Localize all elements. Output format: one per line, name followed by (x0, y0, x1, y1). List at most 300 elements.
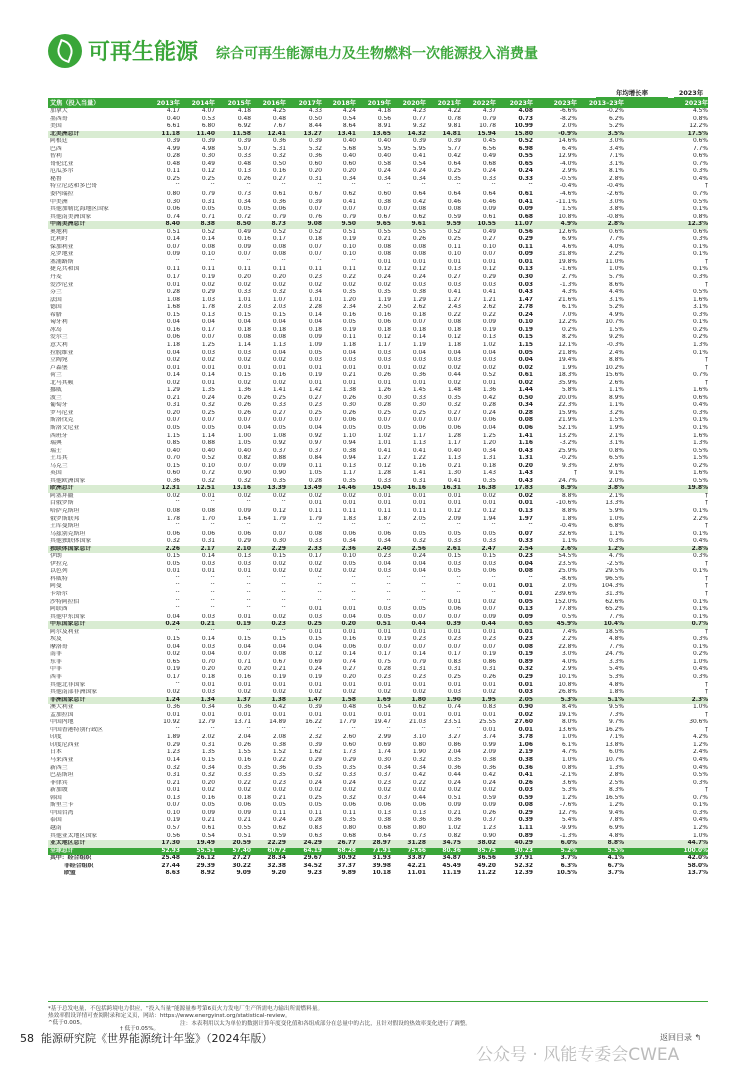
table-cell: 2.9% (562, 666, 577, 673)
table-cell: 0.21 (166, 779, 180, 786)
table-cell: 0.02 (308, 568, 322, 575)
table-cell: ^ (386, 591, 391, 597)
table-cell: 0.07 (482, 606, 496, 613)
footnote: † 低于0.05%。 (120, 1026, 160, 1032)
table-row (48, 697, 708, 705)
table-cell: ^ (317, 258, 322, 265)
table-cell: 1.25 (482, 432, 496, 439)
table-cell: 0.23 (377, 674, 391, 681)
table-cell: 0.03 (447, 560, 461, 567)
table-cell: 0.55 (377, 228, 391, 235)
back-to-contents-link[interactable]: 返回目录 ↰ (660, 1033, 702, 1042)
row-label: 匈牙利 (50, 319, 68, 326)
table-cell: 25.48 (161, 855, 180, 862)
table-cell: 0.02 (342, 281, 356, 288)
footnote: *基于总发电量，不包括跨境电力供应，“投入当量”能源量参考第6页火力发电厂生产所需电力输出所需燃料量。 (48, 1006, 324, 1012)
table-cell: 0.04 (166, 613, 180, 620)
table-cell: 0.46 (482, 198, 496, 205)
table-cell: 0.28 (166, 153, 180, 160)
table-cell: ^ (210, 606, 215, 613)
row-label: 委内瑞拉 (50, 191, 74, 198)
table-cell: 0.24 (412, 274, 426, 281)
table-cell: 0.01 (447, 628, 461, 635)
row-label: 希腊 (50, 311, 62, 318)
table-cell: ^ (351, 591, 356, 597)
table-cell: 0.40 (166, 115, 180, 122)
table-cell: 22.29 (267, 840, 286, 847)
table-cell: 1.68 (166, 304, 180, 311)
table-cell: 0.02 (308, 787, 322, 794)
row-label: 澳大利亚 (50, 704, 74, 711)
table-cell: 0.33 (272, 402, 286, 409)
table-cell: 0.11 (447, 243, 461, 250)
table-cell: 0.32 (412, 538, 426, 545)
table-cell: ^ (351, 575, 356, 582)
table-cell: 0.3% (693, 168, 708, 175)
table-cell: 1.43 (482, 470, 496, 477)
table-cell: ^ (281, 628, 286, 635)
table-row (48, 274, 708, 282)
row-label: 斯洛伐克 (50, 417, 74, 424)
table-cell: 0.01 (377, 628, 391, 635)
table-cell: 9.7% (609, 719, 624, 726)
table-cell: 1.23 (482, 824, 496, 831)
table-cell: 0.17 (166, 274, 180, 281)
table-cell: 0.59 (447, 213, 461, 220)
table-cell: † (705, 523, 708, 530)
table-cell: 1.15 (166, 432, 180, 439)
row-label: 其他中东国家 (50, 613, 86, 620)
table-row (48, 591, 708, 599)
table-cell: 4.8% (609, 636, 624, 643)
table-cell: 0.11 (342, 809, 356, 816)
table-cell: 1.0% (562, 757, 577, 764)
table-row (48, 478, 708, 486)
table-row (48, 342, 708, 350)
table-cell: 0.10 (518, 319, 533, 326)
table-cell: 0.08 (447, 206, 461, 213)
table-cell: 0.36 (272, 138, 286, 145)
table-cell: 0.26 (237, 741, 251, 748)
table-cell: 19.49 (196, 840, 215, 847)
table-cell: 0.74 (447, 704, 461, 711)
table-cell: 1.2% (607, 545, 624, 552)
table-cell: 2.8% (609, 772, 624, 779)
table-cell: 0.83 (308, 824, 322, 831)
table-cell: 1.80 (411, 696, 426, 703)
table-cell: ^ (246, 726, 251, 733)
table-cell: ^ (456, 183, 461, 190)
table-cell: 0.90 (518, 704, 533, 711)
table-cell: 0.38 (272, 741, 286, 748)
table-cell: 0.07 (377, 643, 391, 650)
table-cell: 0.03 (201, 560, 215, 567)
table-cell: 0.35 (342, 764, 356, 771)
table-cell: 0.02 (518, 379, 533, 386)
table-cell: 15.94 (477, 130, 496, 137)
table-cell: 0.39 (308, 704, 322, 711)
table-cell: 0.26 (237, 409, 251, 416)
table-cell: 0.50 (518, 394, 533, 401)
table-cell: 2.8% (609, 175, 624, 182)
table-cell: 0.48 (342, 704, 356, 711)
table-cell: 0.23 (412, 636, 426, 643)
table-cell: 0.13 (518, 507, 533, 514)
table-cell: 0.01 (308, 628, 322, 635)
table-cell: 0.36 (482, 764, 496, 771)
table-cell: 9.20 (271, 870, 286, 877)
row-label: 乌克兰 (50, 462, 68, 469)
table-cell: 1.9% (609, 424, 624, 431)
table-cell: 0.09 (237, 809, 251, 816)
table-cell: 0.01 (308, 379, 322, 386)
row-label: 加拿大 (50, 108, 68, 114)
table-cell: 0.33 (518, 175, 533, 182)
table-cell: 21.9% (558, 417, 577, 424)
table-cell: -3.2% (559, 440, 577, 447)
table-cell: 0.65 (518, 621, 533, 628)
table-cell: 0.02 (482, 787, 496, 794)
table-cell: 0.27 (272, 409, 286, 416)
table-cell: 0.01 (308, 364, 322, 371)
table-cell: ^ (281, 726, 286, 733)
table-cell: 0.01 (482, 628, 496, 635)
table-cell: 0.64 (482, 191, 496, 198)
table-cell: 42.21 (407, 862, 426, 869)
table-cell: 0.03 (447, 281, 461, 288)
table-cell: 0.01 (308, 711, 322, 718)
table-cell: 2.9% (562, 168, 577, 175)
table-cell: 1.6% (693, 432, 708, 439)
table-cell: 1.44 (518, 387, 533, 394)
table-cell: † (705, 500, 708, 507)
table-cell: 14.6% (558, 138, 577, 145)
table-cell: ^ (317, 583, 322, 590)
table-cell: 2.2% (562, 636, 577, 643)
table-cell: 104.3% (601, 583, 624, 590)
table-cell: 0.04 (272, 643, 286, 650)
row-label: 中东国家总计 (50, 621, 86, 628)
table-cell: 0.02 (412, 689, 426, 696)
table-cell: 0.39 (308, 198, 322, 205)
table-cell: 32.6% (558, 530, 577, 537)
table-cell: 0.34 (412, 764, 426, 771)
table-cell: 0.35 (272, 477, 286, 484)
table-cell: 10.92 (163, 719, 180, 726)
table-cell: 0.15 (237, 372, 251, 379)
table-cell: 6.7% (607, 862, 624, 869)
table-cell: 22.8% (558, 643, 577, 650)
table-cell: † (705, 364, 708, 371)
table-cell: 0.84 (308, 455, 322, 462)
table-cell: 3.2% (609, 409, 624, 416)
table-cell: 9.08 (307, 221, 322, 228)
table-cell: 0.6% (693, 228, 708, 235)
table-cell: 0.34 (518, 402, 533, 409)
table-cell: 0.33 (482, 175, 496, 182)
table-cell: 0.11 (166, 266, 180, 273)
table-cell: 0.33 (412, 394, 426, 401)
table-cell: 4.7% (562, 749, 577, 756)
table-cell: 13.49 (303, 485, 322, 492)
table-cell: 1.10 (342, 432, 356, 439)
table-cell: 0.17 (272, 236, 286, 243)
table-cell: 0.42 (412, 198, 426, 205)
table-cell: 0.13 (237, 553, 251, 560)
table-cell: 1.89 (166, 734, 180, 741)
page-title: 可再生能源 (88, 40, 199, 65)
table-cell: 8.8% (562, 507, 577, 514)
table-cell: 0.01 (482, 379, 496, 386)
table-cell: 1.11 (518, 824, 533, 831)
table-cell: 0.15 (518, 334, 533, 341)
table-cell: 9.3% (562, 462, 577, 469)
table-cell: ^ (175, 591, 180, 597)
table-cell: 0.22 (482, 311, 496, 318)
table-cell: 0.15 (482, 553, 496, 560)
table-cell: 0.05 (201, 424, 215, 431)
row-label: 新西兰 (50, 764, 68, 771)
table-cell: 0.7% (693, 372, 708, 379)
table-cell: 4.23 (412, 108, 426, 114)
table-cell: ^ (246, 183, 251, 190)
table-row (48, 666, 708, 674)
table-cell: 0.26 (482, 809, 496, 816)
table-cell: ^ (528, 523, 533, 530)
table-cell: 2.34 (342, 304, 356, 311)
table-cell: 0.03 (201, 613, 215, 620)
table-cell: 0.21 (272, 794, 286, 801)
table-cell: 0.31 (412, 477, 426, 484)
table-cell: 0.17 (201, 326, 215, 333)
table-cell: 0.01 (377, 258, 391, 265)
table-cell: 0.15 (237, 311, 251, 318)
table-cell: 0.01 (272, 711, 286, 718)
table-row (48, 553, 708, 561)
page-footer (20, 1030, 273, 1046)
table-cell: 0.54 (201, 832, 215, 839)
table-row (48, 372, 708, 380)
table-cell: 25.9% (558, 447, 577, 454)
table-cell: 1.78 (201, 304, 215, 311)
table-cell: 0.02 (518, 711, 533, 718)
table-cell: 16.2% (605, 726, 624, 733)
table-cell: 21.6% (558, 296, 577, 303)
table-cell: 1.62 (308, 749, 322, 756)
table-cell: 0.29 (518, 674, 533, 681)
table-cell: 10.2% (605, 364, 624, 371)
table-cell: 4.18 (237, 108, 251, 114)
table-cell: 3.5% (607, 130, 624, 137)
row-label: 非经合组织 (64, 862, 94, 869)
table-cell: 0.29 (201, 289, 215, 296)
table-cell: 0.4% (693, 402, 708, 409)
table-cell: 1.2% (562, 794, 577, 801)
table-cell: 0.77 (412, 115, 426, 122)
table-cell: 0.01 (482, 583, 496, 590)
table-row (48, 636, 708, 644)
table-cell: 0.64 (412, 191, 426, 198)
table-row (48, 176, 708, 184)
table-cell: ^ (317, 575, 322, 582)
table-cell: 60.72 (267, 847, 286, 854)
table-cell: 0.92 (308, 432, 322, 439)
table-cell: 0.21 (201, 817, 215, 824)
table-cell: 1.73 (342, 749, 356, 756)
table-cell: 0.08 (518, 417, 533, 424)
table-cell: 0.24 (377, 168, 391, 175)
table-cell: 1.17 (342, 470, 356, 477)
table-cell: † (705, 681, 708, 688)
table-cell: 0.05 (412, 530, 426, 537)
table-cell: 0.33 (482, 538, 496, 545)
table-cell: 0.02 (342, 689, 356, 696)
table-cell: 0.42 (447, 153, 461, 160)
table-cell: 32.38 (267, 862, 286, 869)
table-cell: 52.93 (161, 847, 180, 854)
table-cell: 25.0% (558, 568, 577, 575)
table-cell: 0.02 (447, 787, 461, 794)
table-cell: 0.02 (308, 689, 322, 696)
table-cell: 8.40 (165, 221, 180, 228)
table-cell: 0.21 (237, 817, 251, 824)
table-cell: 0.01 (166, 711, 180, 718)
row-label: 中国台湾 (50, 809, 74, 816)
table-cell: 0.04 (308, 424, 322, 431)
table-cell: 5.3% (560, 696, 577, 703)
table-cell: 0.30 (377, 757, 391, 764)
table-cell: 1.8% (562, 515, 577, 522)
table-cell: ^ (528, 575, 533, 582)
table-cell: 0.8% (609, 447, 624, 454)
table-cell: 6.1% (562, 304, 577, 311)
table-cell: 7.7% (609, 643, 624, 650)
table-cell: 0.33 (518, 538, 533, 545)
table-cell: 0.33 (377, 477, 391, 484)
table-cell: 2.17 (200, 545, 215, 552)
table-cell: ^ (386, 575, 391, 582)
table-cell: 0.06 (447, 424, 461, 431)
table-cell: 12.31 (161, 485, 180, 492)
table-cell: 0.01 (201, 492, 215, 499)
table-cell: 0.41 (447, 289, 461, 296)
table-cell: 0.38 (482, 757, 496, 764)
table-cell: ^ (281, 258, 286, 265)
table-cell: 8.44 (308, 123, 322, 130)
table-cell: 0.01 (166, 364, 180, 371)
table-cell: 6.61 (166, 123, 180, 130)
table-cell: 1.41 (518, 432, 533, 439)
table-cell: 1.08 (166, 296, 180, 303)
table-cell: 68.28 (337, 847, 356, 854)
table-body (48, 108, 708, 878)
table-cell: 5.32 (308, 145, 322, 152)
table-cell: 16.31 (442, 485, 461, 492)
table-cell: 2.32 (308, 734, 322, 741)
table-cell: 0.68 (342, 832, 356, 839)
table-cell: -9.9% (559, 824, 577, 831)
table-cell: 0.05 (447, 530, 461, 537)
table-cell: 0.24 (308, 666, 322, 673)
table-cell: 1.08 (272, 432, 286, 439)
table-cell: 0.08 (518, 568, 533, 575)
table-cell: 0.07 (237, 251, 251, 258)
table-cell: 0.15 (447, 553, 461, 560)
table-cell: 0.61 (518, 372, 533, 379)
table-cell: 0.01 (308, 500, 322, 507)
table-cell: 0.12 (308, 651, 322, 658)
table-cell: 0.28 (482, 402, 496, 409)
table-cell: 0.17 (308, 553, 322, 560)
table-cell: ^ (246, 500, 251, 507)
row-label: 阿联酋 (50, 606, 68, 613)
table-cell: 0.29 (518, 809, 533, 816)
table-cell: 0.22 (272, 757, 286, 764)
table-cell: 0.06 (166, 206, 180, 213)
table-cell: 2.36 (341, 545, 356, 552)
table-cell: 0.73 (237, 191, 251, 198)
table-cell: 0.16 (237, 674, 251, 681)
table-cell: 0.32 (272, 153, 286, 160)
table-cell: 0.06 (237, 802, 251, 809)
table-cell: 1.0% (693, 704, 708, 711)
table-cell: 0.06 (201, 530, 215, 537)
table-row (48, 568, 708, 576)
table-cell: 0.19 (308, 674, 322, 681)
table-cell: 0.67 (308, 191, 322, 198)
table-cell: 1.18 (342, 341, 356, 348)
table-cell: 1.18 (447, 341, 461, 348)
row-label: 中国香港特别行政区 (50, 726, 104, 733)
table-cell: 0.01 (308, 681, 322, 688)
table-cell: 0.10 (201, 251, 215, 258)
table-row (48, 742, 708, 750)
table-cell: 27.27 (232, 855, 251, 862)
table-cell: 1.48 (447, 387, 461, 394)
table-cell: 0.20 (342, 674, 356, 681)
table-cell: 0.07 (447, 613, 461, 620)
column-header-year: 2016年 (262, 100, 286, 107)
row-label: 其中：经合组织 (50, 855, 92, 862)
table-cell: 0.90 (237, 470, 251, 477)
table-cell: ^ (456, 575, 461, 582)
table-cell: 5.2% (560, 847, 577, 854)
row-label: 丹麦 (50, 274, 62, 281)
table-row (48, 848, 708, 856)
table-cell: 0.02 (237, 689, 251, 696)
table-cell: 4.2% (693, 734, 708, 741)
row-label: 其他南部非洲国家 (50, 689, 98, 696)
table-cell: 17.79 (339, 719, 356, 726)
table-cell: 0.02 (272, 357, 286, 364)
table-cell: 0.62 (412, 213, 426, 220)
table-cell: 0.52 (447, 228, 461, 235)
table-row (48, 621, 708, 629)
table-cell: 0.20 (272, 274, 286, 281)
table-row (48, 629, 708, 637)
table-cell: 0.4% (693, 666, 708, 673)
table-cell: 10.1% (558, 674, 577, 681)
table-cell: 0.08 (377, 243, 391, 250)
table-cell: 0.01 (447, 711, 461, 718)
table-cell: 0.07 (237, 651, 251, 658)
table-cell: 0.1% (693, 802, 708, 809)
table-cell: 0.01 (201, 681, 215, 688)
table-cell: 0.09 (482, 802, 496, 809)
table-cell: 0.36 (412, 372, 426, 379)
table-cell: 13.65 (372, 130, 391, 137)
table-cell: 0.10 (342, 243, 356, 250)
